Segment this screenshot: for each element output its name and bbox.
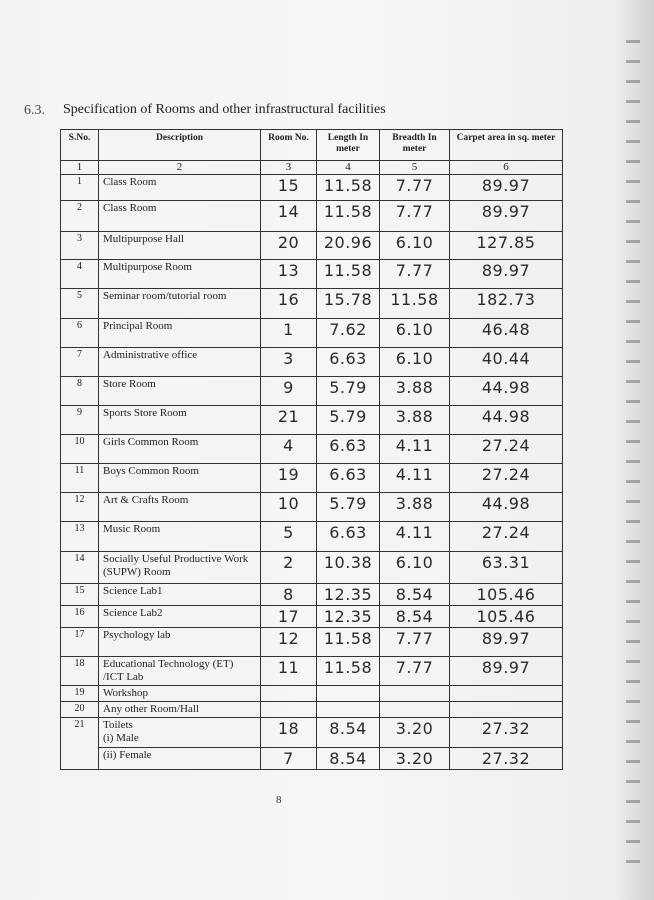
- cell-carpet-area: [450, 686, 563, 702]
- cell-description: Socially Useful Productive Work (SUPW) Room: [99, 552, 261, 584]
- header-breadth: Breadth In meter: [380, 130, 450, 161]
- cell-description: Class Room: [99, 201, 261, 232]
- cell-length: 15.78: [317, 289, 380, 319]
- section-number: 6.3.: [24, 103, 45, 118]
- cell-breadth: 6.10: [380, 348, 450, 377]
- cell-breadth: 7.77: [380, 175, 450, 201]
- cell-room-no: 4: [261, 435, 317, 464]
- table-row: [61, 260, 563, 289]
- table-row: [61, 319, 563, 348]
- table-row: [61, 175, 563, 201]
- cell-room: 7: [261, 748, 317, 770]
- cell-room-no: 5: [261, 522, 317, 552]
- rooms-specification-table: [60, 129, 563, 770]
- cell-description: Seminar room/tutorial room: [99, 289, 261, 319]
- cell-area: 27.32: [450, 718, 563, 748]
- cell-sno: 17: [61, 628, 99, 657]
- cell-room-no: 2: [261, 552, 317, 584]
- cell-breadth: 4.11: [380, 464, 450, 493]
- cell-breadth: [380, 702, 450, 718]
- cell-room-no: 20: [261, 232, 317, 260]
- cell-room-no: 14: [261, 201, 317, 232]
- cell-carpet-area: 63.31: [450, 552, 563, 584]
- cell-carpet-area: 89.97: [450, 201, 563, 232]
- cell-description: Store Room: [99, 377, 261, 406]
- cell-carpet-area: 105.46: [450, 584, 563, 606]
- cell-description: Multipurpose Hall: [99, 232, 261, 260]
- cell-room-no: 13: [261, 260, 317, 289]
- cell-area: 27.32: [450, 748, 563, 770]
- table-row: [61, 201, 563, 232]
- column-number: 1: [61, 161, 99, 175]
- toilets-male-label: (i) Male: [103, 732, 139, 744]
- table-row: [61, 464, 563, 493]
- cell-carpet-area: 105.46: [450, 606, 563, 628]
- cell-length: 8.54: [317, 748, 380, 770]
- cell-description: Psychology lab: [99, 628, 261, 657]
- cell-breadth: 4.11: [380, 435, 450, 464]
- cell-sno: 12: [61, 493, 99, 522]
- cell-length: 12.35: [317, 584, 380, 606]
- cell-room-no: 17: [261, 606, 317, 628]
- cell-sno: 7: [61, 348, 99, 377]
- cell-description: [99, 718, 261, 748]
- cell-description: Educational Technology (ET) /ICT Lab: [99, 657, 261, 686]
- cell-carpet-area: 44.98: [450, 406, 563, 435]
- cell-sno: 2: [61, 201, 99, 232]
- cell-room-no: 8: [261, 584, 317, 606]
- cell-breadth: 7.77: [380, 201, 450, 232]
- cell-room-no: [261, 702, 317, 718]
- cell-sno: 4: [61, 260, 99, 289]
- cell-room-no: 1: [261, 319, 317, 348]
- cell-room-no: [261, 686, 317, 702]
- cell-sno: 9: [61, 406, 99, 435]
- table-row: [61, 377, 563, 406]
- table-row: [61, 657, 563, 686]
- cell-carpet-area: 40.44: [450, 348, 563, 377]
- column-number: 4: [317, 161, 380, 175]
- cell-sno: 14: [61, 552, 99, 584]
- cell-carpet-area: 46.48: [450, 319, 563, 348]
- cell-carpet-area: 89.97: [450, 260, 563, 289]
- table-row: [61, 686, 563, 702]
- table-row: [61, 552, 563, 584]
- cell-length: [317, 702, 380, 718]
- table-row: [61, 406, 563, 435]
- table-row: [61, 232, 563, 260]
- cell-length: 10.38: [317, 552, 380, 584]
- cell-breadth: 7.77: [380, 657, 450, 686]
- cell-description: Art & Crafts Room: [99, 493, 261, 522]
- cell-description: Girls Common Room: [99, 435, 261, 464]
- column-number: 3: [261, 161, 317, 175]
- cell-carpet-area: 182.73: [450, 289, 563, 319]
- cell-carpet-area: 89.97: [450, 175, 563, 201]
- cell-length: 6.63: [317, 522, 380, 552]
- cell-room-no: 10: [261, 493, 317, 522]
- toilets-label: Toilets: [103, 719, 133, 731]
- cell-description: Principal Room: [99, 319, 261, 348]
- toilets-female-label: (ii) Female: [99, 748, 261, 770]
- cell-length: 7.62: [317, 319, 380, 348]
- section-title: Specification of Rooms and other infrastructural facilities: [63, 102, 386, 117]
- header-room-no: Room No.: [261, 130, 317, 161]
- cell-length: 11.58: [317, 201, 380, 232]
- cell-length: 5.79: [317, 406, 380, 435]
- table-body: [61, 175, 563, 770]
- column-number: 5: [380, 161, 450, 175]
- header-description: Description: [99, 130, 261, 161]
- table-row: [61, 606, 563, 628]
- cell-length: 11.58: [317, 657, 380, 686]
- cell-length: 6.63: [317, 435, 380, 464]
- table-row: [61, 348, 563, 377]
- cell-sno: 3: [61, 232, 99, 260]
- cell-room-no: 11: [261, 657, 317, 686]
- cell-room-no: 16: [261, 289, 317, 319]
- cell-carpet-area: 89.97: [450, 628, 563, 657]
- cell-length: 6.63: [317, 348, 380, 377]
- cell-room-no: 3: [261, 348, 317, 377]
- cell-breadth: [380, 686, 450, 702]
- cell-breadth: 3.88: [380, 377, 450, 406]
- cell-breadth: 3.88: [380, 493, 450, 522]
- cell-description: Multipurpose Room: [99, 260, 261, 289]
- header-carpet-area: Carpet area in sq. meter: [450, 130, 563, 161]
- cell-breadth: 3.20: [380, 748, 450, 770]
- cell-sno: 6: [61, 319, 99, 348]
- table-row: [61, 435, 563, 464]
- column-number-row: [61, 161, 563, 175]
- cell-carpet-area: 27.24: [450, 464, 563, 493]
- cell-carpet-area: 27.24: [450, 522, 563, 552]
- table-row-toilets-female: [61, 748, 563, 770]
- cell-breadth: 7.77: [380, 260, 450, 289]
- cell-sno: 1: [61, 175, 99, 201]
- cell-sno: 16: [61, 606, 99, 628]
- cell-breadth: 8.54: [380, 606, 450, 628]
- cell-length: 11.58: [317, 628, 380, 657]
- cell-sno: 8: [61, 377, 99, 406]
- cell-breadth: 3.88: [380, 406, 450, 435]
- cell-length: 8.54: [317, 718, 380, 748]
- header-sno: S.No.: [61, 130, 99, 161]
- cell-length: 11.58: [317, 260, 380, 289]
- cell-description: Music Room: [99, 522, 261, 552]
- table-row-toilets-male: [61, 718, 563, 748]
- cell-carpet-area: 44.98: [450, 493, 563, 522]
- cell-length: 5.79: [317, 493, 380, 522]
- table-row: [61, 289, 563, 319]
- table-row: [61, 702, 563, 718]
- cell-sno: 10: [61, 435, 99, 464]
- cell-sno: 20: [61, 702, 99, 718]
- cell-carpet-area: 127.85: [450, 232, 563, 260]
- header-length: Length In meter: [317, 130, 380, 161]
- cell-length: 11.58: [317, 175, 380, 201]
- page-number: 8: [276, 794, 282, 806]
- cell-description: Any other Room/Hall: [99, 702, 261, 718]
- cell-carpet-area: 89.97: [450, 657, 563, 686]
- cell-room-no: 19: [261, 464, 317, 493]
- cell-room-no: 15: [261, 175, 317, 201]
- table-row: [61, 584, 563, 606]
- cell-description: Class Room: [99, 175, 261, 201]
- cell-description: Science Lab1: [99, 584, 261, 606]
- cell-room-no: 21: [261, 406, 317, 435]
- column-number: 2: [99, 161, 261, 175]
- cell-breadth: 3.20: [380, 718, 450, 748]
- cell-length: 5.79: [317, 377, 380, 406]
- cell-description: Administrative office: [99, 348, 261, 377]
- cell-sno: 5: [61, 289, 99, 319]
- cell-breadth: 7.77: [380, 628, 450, 657]
- cell-sno: 15: [61, 584, 99, 606]
- cell-length: 12.35: [317, 606, 380, 628]
- cell-breadth: 11.58: [380, 289, 450, 319]
- cell-description: Boys Common Room: [99, 464, 261, 493]
- cell-breadth: 8.54: [380, 584, 450, 606]
- table-row: [61, 522, 563, 552]
- cell-carpet-area: 27.24: [450, 435, 563, 464]
- table-header-row: [61, 130, 563, 161]
- cell-description: Science Lab2: [99, 606, 261, 628]
- cell-carpet-area: [450, 702, 563, 718]
- cell-room: 18: [261, 718, 317, 748]
- cell-sno: 11: [61, 464, 99, 493]
- cell-length: 6.63: [317, 464, 380, 493]
- cell-length: 20.96: [317, 232, 380, 260]
- spiral-binding: [626, 40, 640, 880]
- table-row: [61, 628, 563, 657]
- cell-breadth: 6.10: [380, 552, 450, 584]
- table-row: [61, 493, 563, 522]
- cell-room-no: 12: [261, 628, 317, 657]
- cell-room-no: 9: [261, 377, 317, 406]
- cell-sno: 13: [61, 522, 99, 552]
- cell-description: Workshop: [99, 686, 261, 702]
- cell-length: [317, 686, 380, 702]
- cell-breadth: 6.10: [380, 232, 450, 260]
- cell-description: Sports Store Room: [99, 406, 261, 435]
- column-number: 6: [450, 161, 563, 175]
- cell-sno: 19: [61, 686, 99, 702]
- cell-breadth: 6.10: [380, 319, 450, 348]
- cell-sno: 18: [61, 657, 99, 686]
- cell-sno: 21: [61, 718, 99, 770]
- cell-breadth: 4.11: [380, 522, 450, 552]
- cell-carpet-area: 44.98: [450, 377, 563, 406]
